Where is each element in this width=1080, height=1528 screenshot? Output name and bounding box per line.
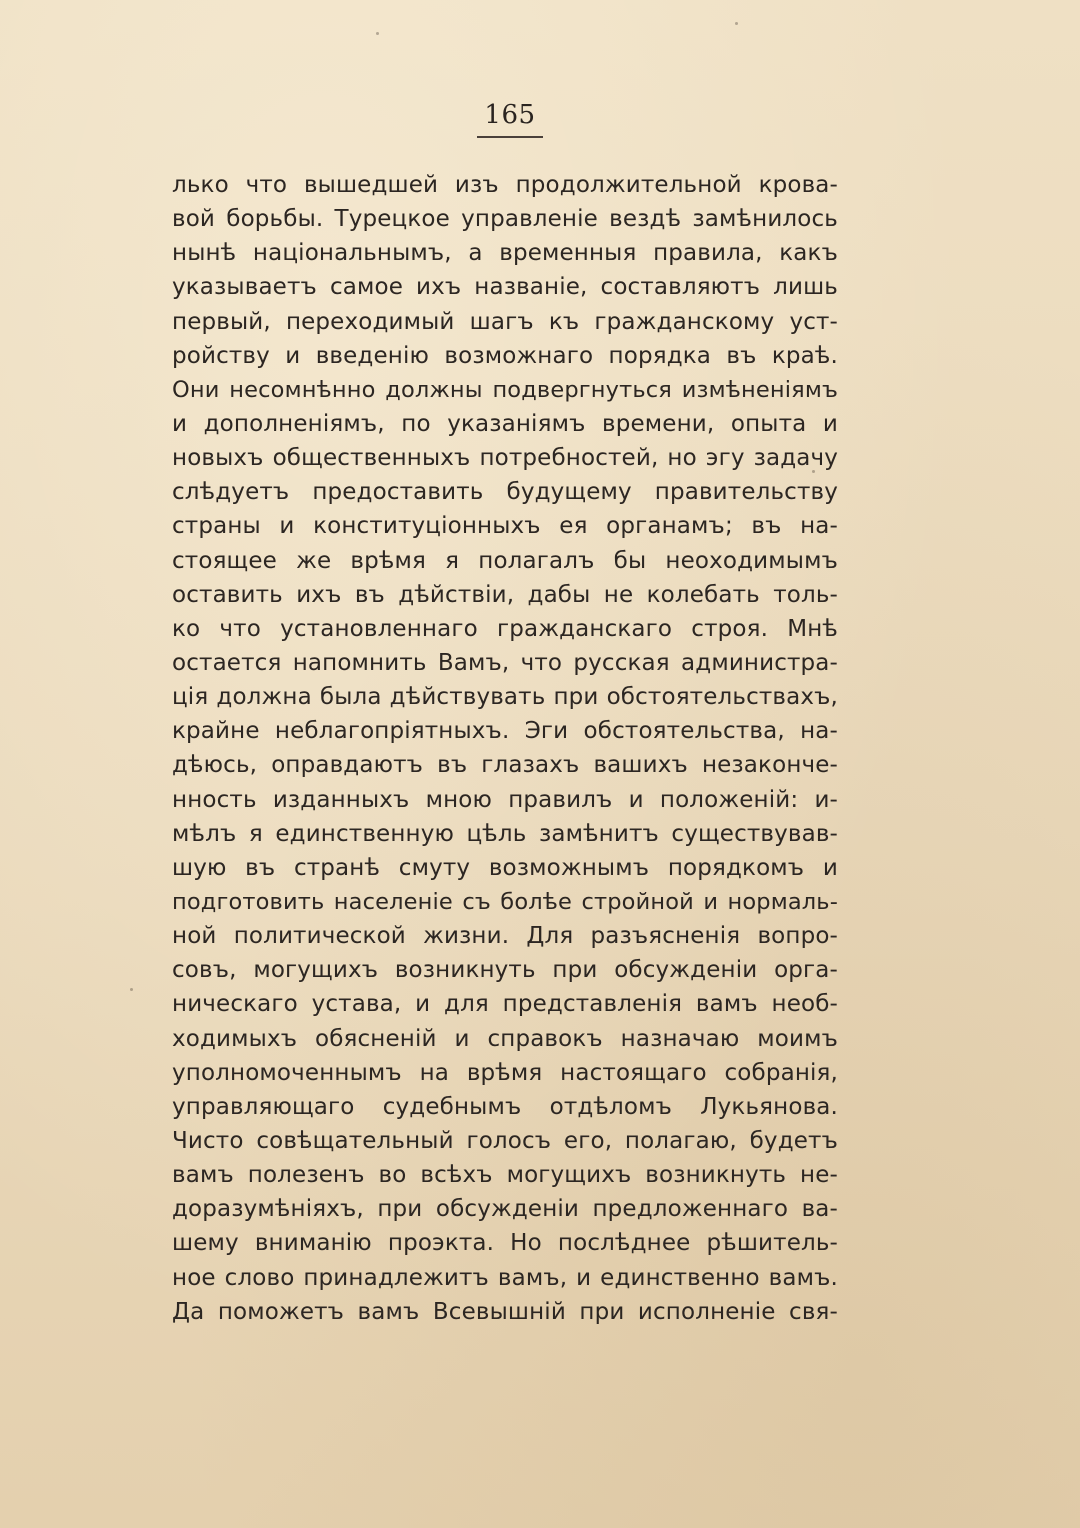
text-line: Чисто совѣщательный голосъ его, полагаю, будетъ (172, 1127, 838, 1154)
paper-speck (812, 470, 815, 473)
text-line: ко что установленнаго гражданскаго строя. Мнѣ (172, 615, 838, 642)
text-line: первый, переходимый шагъ къ гражданскому уст- (172, 308, 838, 335)
text-line: лько что вышедшей изъ продолжительной крова- (172, 172, 838, 198)
text-line: новыхъ общественныхъ потребностей, но эгу задачу (172, 445, 838, 472)
text-line: совъ, могущихъ возникнуть при обсужденіи орга- (172, 957, 838, 984)
text-line: стоящее же врѣмя я полагалъ бы неоходимымъ (172, 547, 838, 574)
body-text (172, 168, 838, 1329)
text-line: страны и конституціонныхъ ея органамъ; въ на- (172, 513, 838, 540)
text-line: ройству и введенію возможнаго порядка въ краѣ. (172, 342, 838, 369)
paper-speck (130, 988, 133, 991)
page-number: 165 (484, 100, 536, 130)
text-line: управляющаго судебнымъ отдѣломъ Лукьянова. (172, 1093, 838, 1120)
text-line: крайне неблагопріятныхъ. Эги обстоятельства, на- (172, 718, 838, 745)
text-line: Они несомнѣнно должны подвергнуться измѣненіямъ (172, 376, 838, 403)
text-line: мѣлъ я единственную цѣль замѣнитъ существував- (172, 820, 838, 847)
text-line: доразумѣніяхъ, при обсужденіи предложеннаго ва- (172, 1196, 838, 1223)
text-line: дѣюсь, оправдаютъ въ глазахъ вашихъ незаконче- (172, 752, 838, 779)
paper-speck (376, 32, 379, 35)
text-line: оставить ихъ въ дѣйствіи, дабы не колебать толь- (172, 581, 838, 608)
page-number-rule (477, 136, 543, 138)
text-line: остается напомнить Вамъ, что русская администра- (172, 649, 838, 676)
text-line: нность изданныхъ мною правилъ и положеній: и- (172, 786, 838, 813)
text-line: ной политической жизни. Для разъясненія вопро- (172, 923, 838, 950)
text-line: нынѣ національнымъ, а временныя правила, какъ (172, 240, 838, 267)
text-line: указываетъ самое ихъ названіе, составляютъ лишь (172, 274, 838, 301)
text-line: уполномоченнымъ на врѣмя настоящаго собранія, (172, 1059, 838, 1086)
text-line: ное слово принадлежитъ вамъ, и единственно вамъ. (172, 1264, 838, 1291)
text-line: слѣдуетъ предоставить будущему правительству (172, 479, 838, 506)
text-line: шему вниманію проэкта. Но послѣднее рѣшитель- (172, 1230, 838, 1257)
text-line: ходимыхъ обясненій и справокъ назначаю моимъ (172, 1025, 838, 1052)
text-line: вамъ полезенъ во всѣхъ могущихъ возникнуть не- (172, 1162, 838, 1189)
text-line: вой борьбы. Турецкое управленіе вездѣ замѣнилось (172, 206, 838, 233)
text-line: ническаго устава, и для представленія вамъ необ- (172, 991, 838, 1018)
text-line: Да поможетъ вамъ Всевышній при исполненіе свя- (172, 1298, 838, 1325)
text-line: и дополненіямъ, по указаніямъ времени, опыта и (172, 410, 838, 437)
text-line: ція должна была дѣйствувать при обстоятельствахъ, (172, 684, 838, 711)
text-line: подготовить населеніе съ болѣе стройной и нормаль- (172, 888, 838, 915)
paper-speck (735, 22, 738, 25)
text-line: шую въ странѣ смуту возможнымъ порядкомъ и (172, 854, 838, 881)
